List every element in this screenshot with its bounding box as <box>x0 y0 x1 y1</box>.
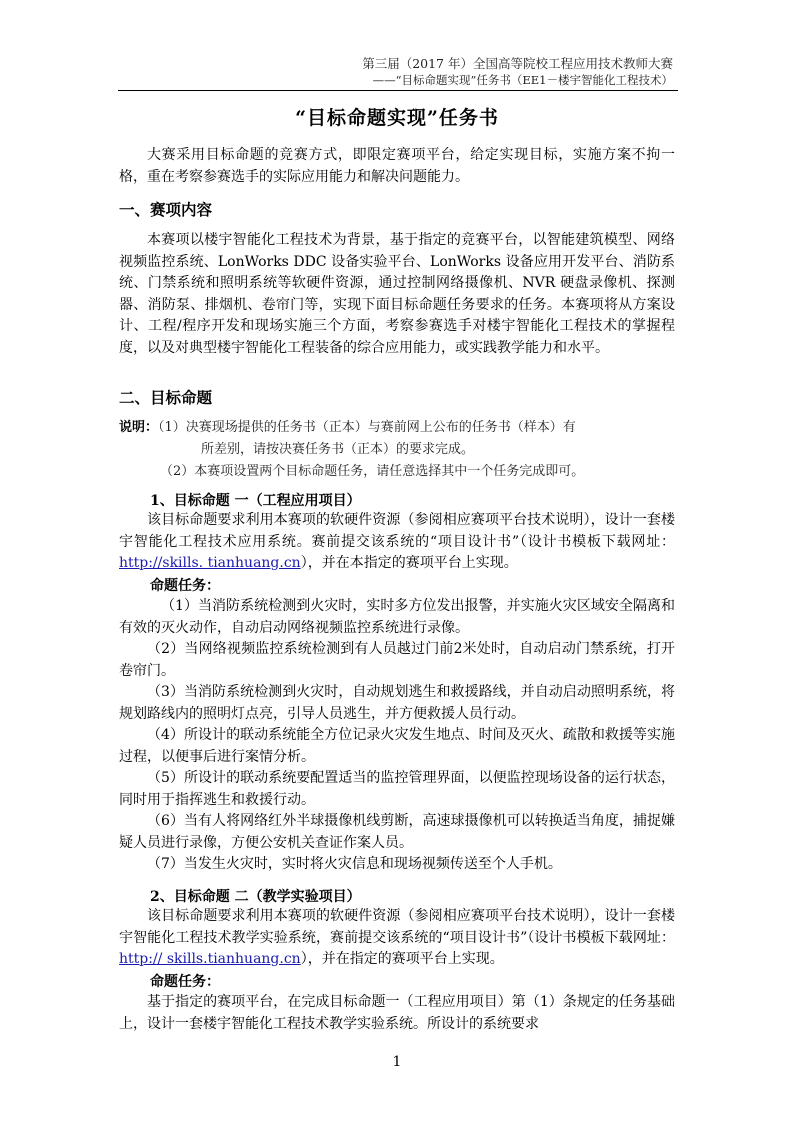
topic-1-task-5: （5）所设计的联动系统要配置适当的监控管理界面，以便监控现场设备的运行状态，同时用于指挥逃生和救援行动。 <box>119 770 675 808</box>
note-line-2: （2）本赛项设置两个目标命题任务，请任意选择其中一个任务完成即可。 <box>160 464 585 479</box>
running-header-title: 第三届（2017 年）全国高等院校工程应用技术教师大赛 <box>362 56 673 71</box>
topic-1-description <box>119 510 675 575</box>
topic-1-task-1: （1）当消防系统检测到火灾时，实时多方位发出报警，并实施火灾区域安全隔离和有效的灭火动作，自动启动网络视频监控系统进行录像。 <box>119 598 675 636</box>
section-content-paragraph: 本赛项以楼宇智能化工程技术为背景，基于指定的竞赛平台，以智能建筑模型、网络视频监控系统、LonWorks DDC 设备实验平台、LonWorks 设备应用开发平台、消防系统、门禁系统和照明系统等软硬件资源，通过控制网络摄像机、NVR 硬盘录像机、探测器、消防泵、排烟机、卷帘门等，实现下面目标命题任务要求的任务。本赛项将从方案设计、工程/程序开发和现场实施三个方面，考察参赛选手对楼宇智能化工程技术的掌握程度，以及对典型楼宇智能化工程装备的综合应用能力，或实践教学能力和水平。 <box>119 232 675 356</box>
topic-1-heading: 1、目标命题 一（工程应用项目） <box>150 493 361 509</box>
section-heading-content: 一、赛项内容 <box>119 200 213 219</box>
topic-2-desc-pre: 该目标命题要求利用本赛项的软硬件资源（参阅相应赛项平台技术说明），设计一套楼宇智能化工程技术教学实验系统，赛前提交该系统的“项目设计书”（设计书模板下载网址： <box>119 908 675 946</box>
topic-1-template-link[interactable]: http://skills. tianhuang.cn <box>119 555 301 571</box>
topic-2-template-link[interactable]: http:// skills.tianhuang.cn <box>119 951 301 967</box>
topic-1-task-6: （6）当有人将网络红外半球摄像机线剪断，高速球摄像机可以转换适当角度，捕捉嫌疑人员进行录像，方便公安机关查证作案人员。 <box>119 813 675 851</box>
topic-2-heading: 2、目标命题 二（教学实验项目） <box>150 889 361 905</box>
running-header-subtitle: ——“目标命题实现”任务书（EE1－楼宇智能化工程技术） <box>372 73 673 87</box>
header-rule <box>118 90 678 91</box>
topic-1-desc-post: ），并在本指定的赛项平台上实现。 <box>300 555 518 571</box>
topic-1-desc-pre: 该目标命题要求利用本赛项的软硬件资源（参阅相应赛项平台技术说明），设计一套楼宇智能化工程技术应用系统。赛前提交该系统的“项目设计书”（设计书模板下载网址： <box>119 512 675 550</box>
note-1-text: （1）决赛现场提供的任务书（正本）与赛前网上公布的任务书（样本）有 <box>158 420 576 435</box>
topic-2-desc-post: ），并在指定的赛项平台上实现。 <box>300 951 504 967</box>
topic-1-task-3: （3）当消防系统检测到火灾时，自动规划逃生和救援路线，并自动启动照明系统，将规划路线内的照明灯点亮，引导人员逃生，并方便救援人员行动。 <box>119 684 675 722</box>
topic-1-task-7: （7）当发生火灾时，实时将火灾信息和现场视频传送至个人手机。 <box>147 856 562 872</box>
topic-1-task-2: （2）当网络视频监控系统检测到有人员越过门前2米处时，自动启动门禁系统，打开卷帘门。 <box>119 641 675 679</box>
note-line-1 <box>119 416 576 435</box>
topic-1-task-4: （4）所设计的联动系统能全方位记录火灾发生地点、时间及灭火、疏散和救援等实施过程，以便事后进行案情分析。 <box>119 727 675 765</box>
page-number: 1 <box>392 1054 402 1070</box>
document-title: “目标命题实现”任务书 <box>295 107 499 129</box>
topic-2-task-body: 基于指定的赛项平台，在完成目标命题一（工程应用项目）第（1）条规定的任务基础上，设计一套楼宇智能化工程技术教学实验系统。所设计的系统要求 <box>119 994 675 1032</box>
note-label: 说明： <box>119 420 159 435</box>
section-heading-topics: 二、目标命题 <box>119 388 213 407</box>
topic-2-tasks-label: 命题任务： <box>150 974 220 990</box>
topic-1-tasks-label: 命题任务： <box>150 578 220 594</box>
note-line-1-cont: 所差别，请按决赛任务书（正本）的要求完成。 <box>201 442 475 457</box>
topic-2-description <box>119 906 675 971</box>
intro-paragraph: 大赛采用目标命题的竞赛方式，即限定赛项平台，给定实现目标，实施方案不拘一格，重在考察参赛选手的实际应用能力和解决问题能力。 <box>119 147 675 185</box>
